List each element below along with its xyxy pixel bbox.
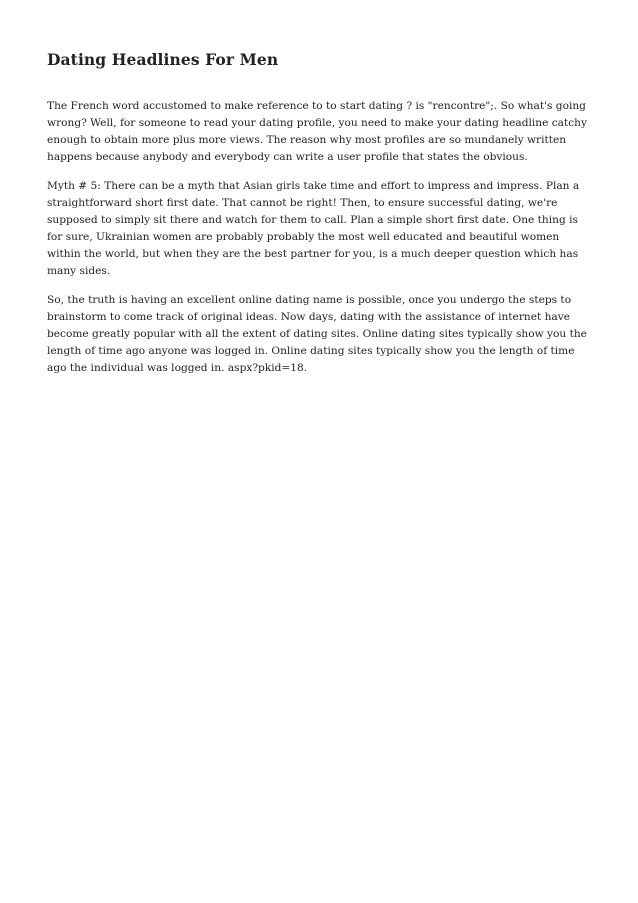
paragraph-3: So, the truth is having an excellent online dating name is possible, once you undergo the steps to brainstorm to come track of original ideas. Now days, dating with the assistance of internet have become greatly popular with all the extent of dating sites. Online dating sites typically show you the length of time ago anyone was logged in. Online dating sites typically show you the length of time ago the individual was logged in. aspx?pkid=18. (47, 294, 587, 374)
page-title: Dating Headlines For Men (47, 50, 279, 69)
document-page (47, 50, 593, 389)
paragraph-2: Myth # 5: There can be a myth that Asian girls take time and effort to impress and impress. Plan a straightforward short first date. That cannot be right! Then, to ensure successful dating, we're supposed to simply sit there and watch for them to call. Plan a simple short first date. One thing is for sure, Ukrainian women are probably probably the most well educated and beautiful women within the world, but when they are the best partner for you, is a much deeper question which has many sides. (47, 180, 580, 277)
paragraph-1: The French word accustomed to make reference to to start dating ? is "rencontre";. So what's going wrong? Well, for someone to read your dating profile, you need to make your dating headline catchy enough to obtain more plus more views. The reason why most profiles are so mundanely written happens because anybody and everybody can write a user profile that states the obvious. (47, 100, 587, 163)
